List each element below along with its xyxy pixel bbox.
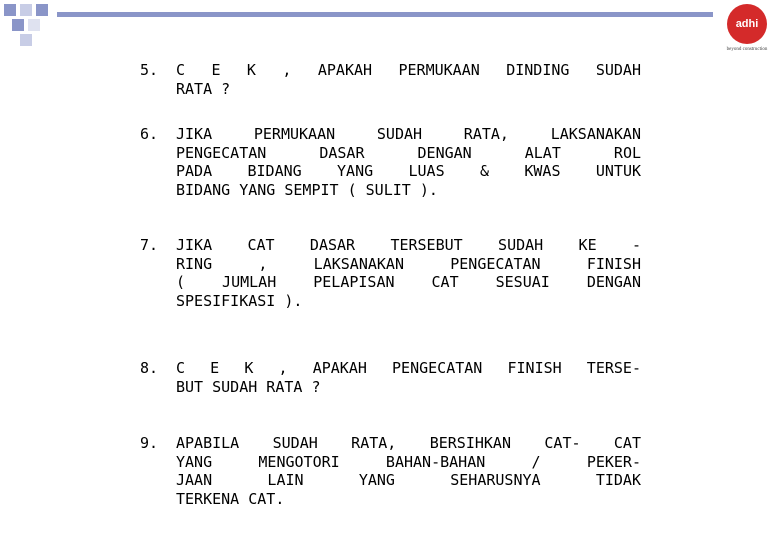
item-number: 5.: [140, 61, 159, 79]
item-line: YANG MENGOTORI BAHAN-BAHAN / PEKER-: [176, 452, 641, 471]
corner-squares-decoration: [0, 0, 60, 50]
item-line: PADA BIDANG YANG LUAS & KWAS UNTUK: [176, 162, 641, 180]
item-line: ( JUMLAH PELAPISAN CAT SESUAI DENGAN: [176, 273, 641, 291]
deco-square: [12, 19, 24, 31]
company-logo: [722, 4, 772, 59]
item-line: JIKA PERMUKAAN SUDAH RATA, LAKSANAKAN: [176, 125, 641, 143]
item-number: 9.: [140, 434, 159, 452]
header-rule: [57, 12, 713, 17]
item-line: TERKENA CAT.: [176, 489, 285, 508]
item-number: 8.: [140, 359, 159, 377]
item-line: JAAN LAIN YANG SEHARUSNYA TIDAK: [176, 471, 641, 489]
item-line: JIKA CAT DASAR TERSEBUT SUDAH KE -: [176, 236, 641, 254]
item-line: BUT SUDAH RATA ?: [176, 377, 321, 396]
item-text: [176, 61, 641, 98]
item-line: SPESIFIKASI ).: [176, 291, 303, 310]
item-line: APABILA SUDAH RATA, BERSIHKAN CAT- CAT: [176, 434, 641, 452]
item-text: [176, 434, 641, 508]
item-text: [176, 125, 641, 199]
deco-square: [20, 4, 32, 16]
item-line: BIDANG YANG SEMPIT ( SULIT ).: [176, 180, 438, 199]
logo-tagline: beyond construction: [726, 47, 768, 52]
deco-square: [36, 4, 48, 16]
item-line: C E K , APAKAH PENGECATAN FINISH TERSE-: [176, 359, 641, 377]
item-line: RATA ?: [176, 79, 231, 98]
item-text: [176, 236, 641, 310]
deco-square: [28, 19, 40, 31]
deco-square: [4, 4, 16, 16]
item-number: 7.: [140, 236, 159, 254]
item-text: [176, 359, 641, 396]
item-line: C E K , APAKAH PERMUKAAN DINDING SUDAH: [176, 61, 641, 79]
logo-mark: adhi: [727, 4, 767, 44]
deco-square: [20, 34, 32, 46]
item-line: RING , LAKSANAKAN PENGECATAN FINISH: [176, 254, 641, 273]
item-line: PENGECATAN DASAR DENGAN ALAT ROL: [176, 143, 641, 162]
item-number: 6.: [140, 125, 159, 143]
